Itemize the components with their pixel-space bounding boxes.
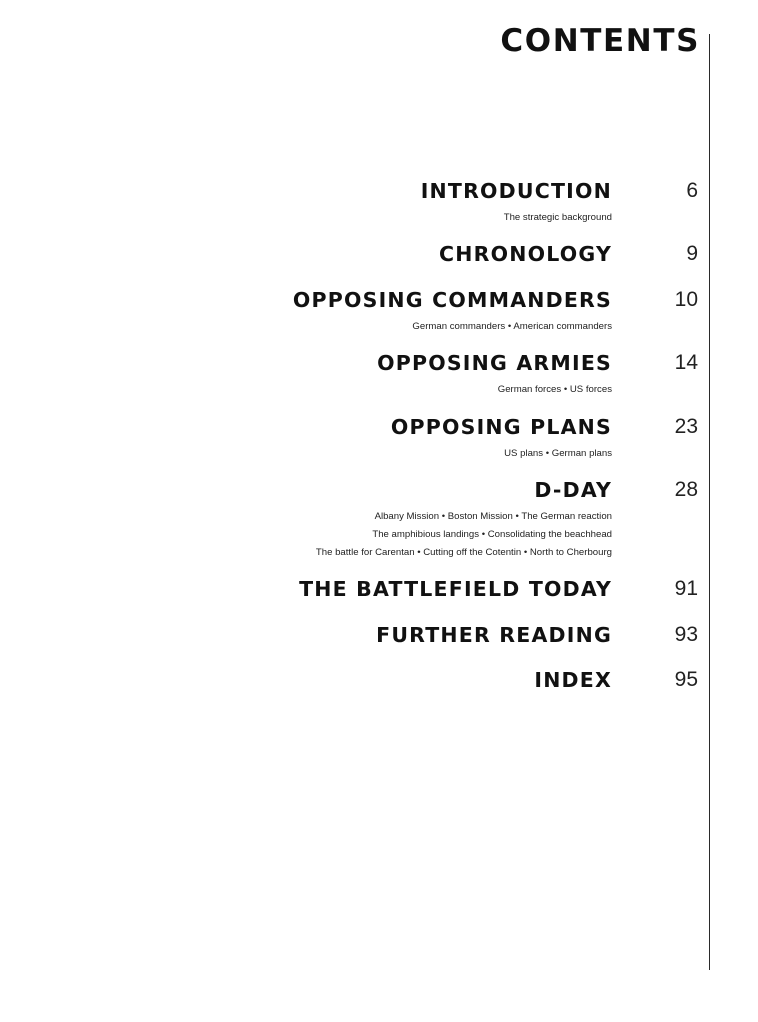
toc-subtopic-line: German commanders • American commanders <box>412 321 612 332</box>
toc-subtopics <box>504 209 612 227</box>
toc-page-number: 9 <box>686 242 698 265</box>
vertical-rule <box>709 34 710 970</box>
toc-page-number: 14 <box>674 351 698 374</box>
toc-page-number: 93 <box>674 623 698 646</box>
toc-heading[interactable]: THE BATTLEFIELD TODAY <box>299 577 612 601</box>
toc-subtopic-line: US plans • German plans <box>504 448 612 459</box>
toc-subtopic-line: German forces • US forces <box>497 384 612 395</box>
page-title: CONTENTS <box>500 23 700 59</box>
toc-heading[interactable]: D-DAY <box>534 478 612 502</box>
toc-subtopics <box>504 445 612 463</box>
toc-heading[interactable]: INTRODUCTION <box>420 179 612 203</box>
toc-subtopic-line: The amphibious landings • Consolidating the beachhead <box>372 528 612 540</box>
toc-subtopic-line: Albany Mission • Boston Mission • The German reaction <box>374 511 612 522</box>
toc-page-number: 28 <box>674 478 698 501</box>
toc-subtopic-line: The battle for Carentan • Cutting off the Cotentin • North to Cherbourg <box>315 546 612 558</box>
toc-subtopics <box>412 318 612 336</box>
toc-subtopics <box>316 508 612 561</box>
toc-page-number: 91 <box>674 577 698 600</box>
toc-heading[interactable]: OPPOSING COMMANDERS <box>292 288 612 312</box>
toc-page-number: 6 <box>686 179 698 202</box>
toc-heading[interactable]: FURTHER READING <box>376 623 612 647</box>
toc-page-number: 23 <box>674 415 698 438</box>
toc-heading[interactable]: CHRONOLOGY <box>439 242 612 266</box>
toc-heading[interactable]: OPPOSING ARMIES <box>377 351 612 375</box>
toc-page-number: 10 <box>674 288 698 311</box>
toc-heading[interactable]: OPPOSING PLANS <box>390 415 612 439</box>
toc-subtopics <box>498 381 612 399</box>
toc-subtopic-line: The strategic background <box>503 212 612 223</box>
toc-page-number: 95 <box>674 668 698 691</box>
toc-heading[interactable]: INDEX <box>534 668 612 692</box>
